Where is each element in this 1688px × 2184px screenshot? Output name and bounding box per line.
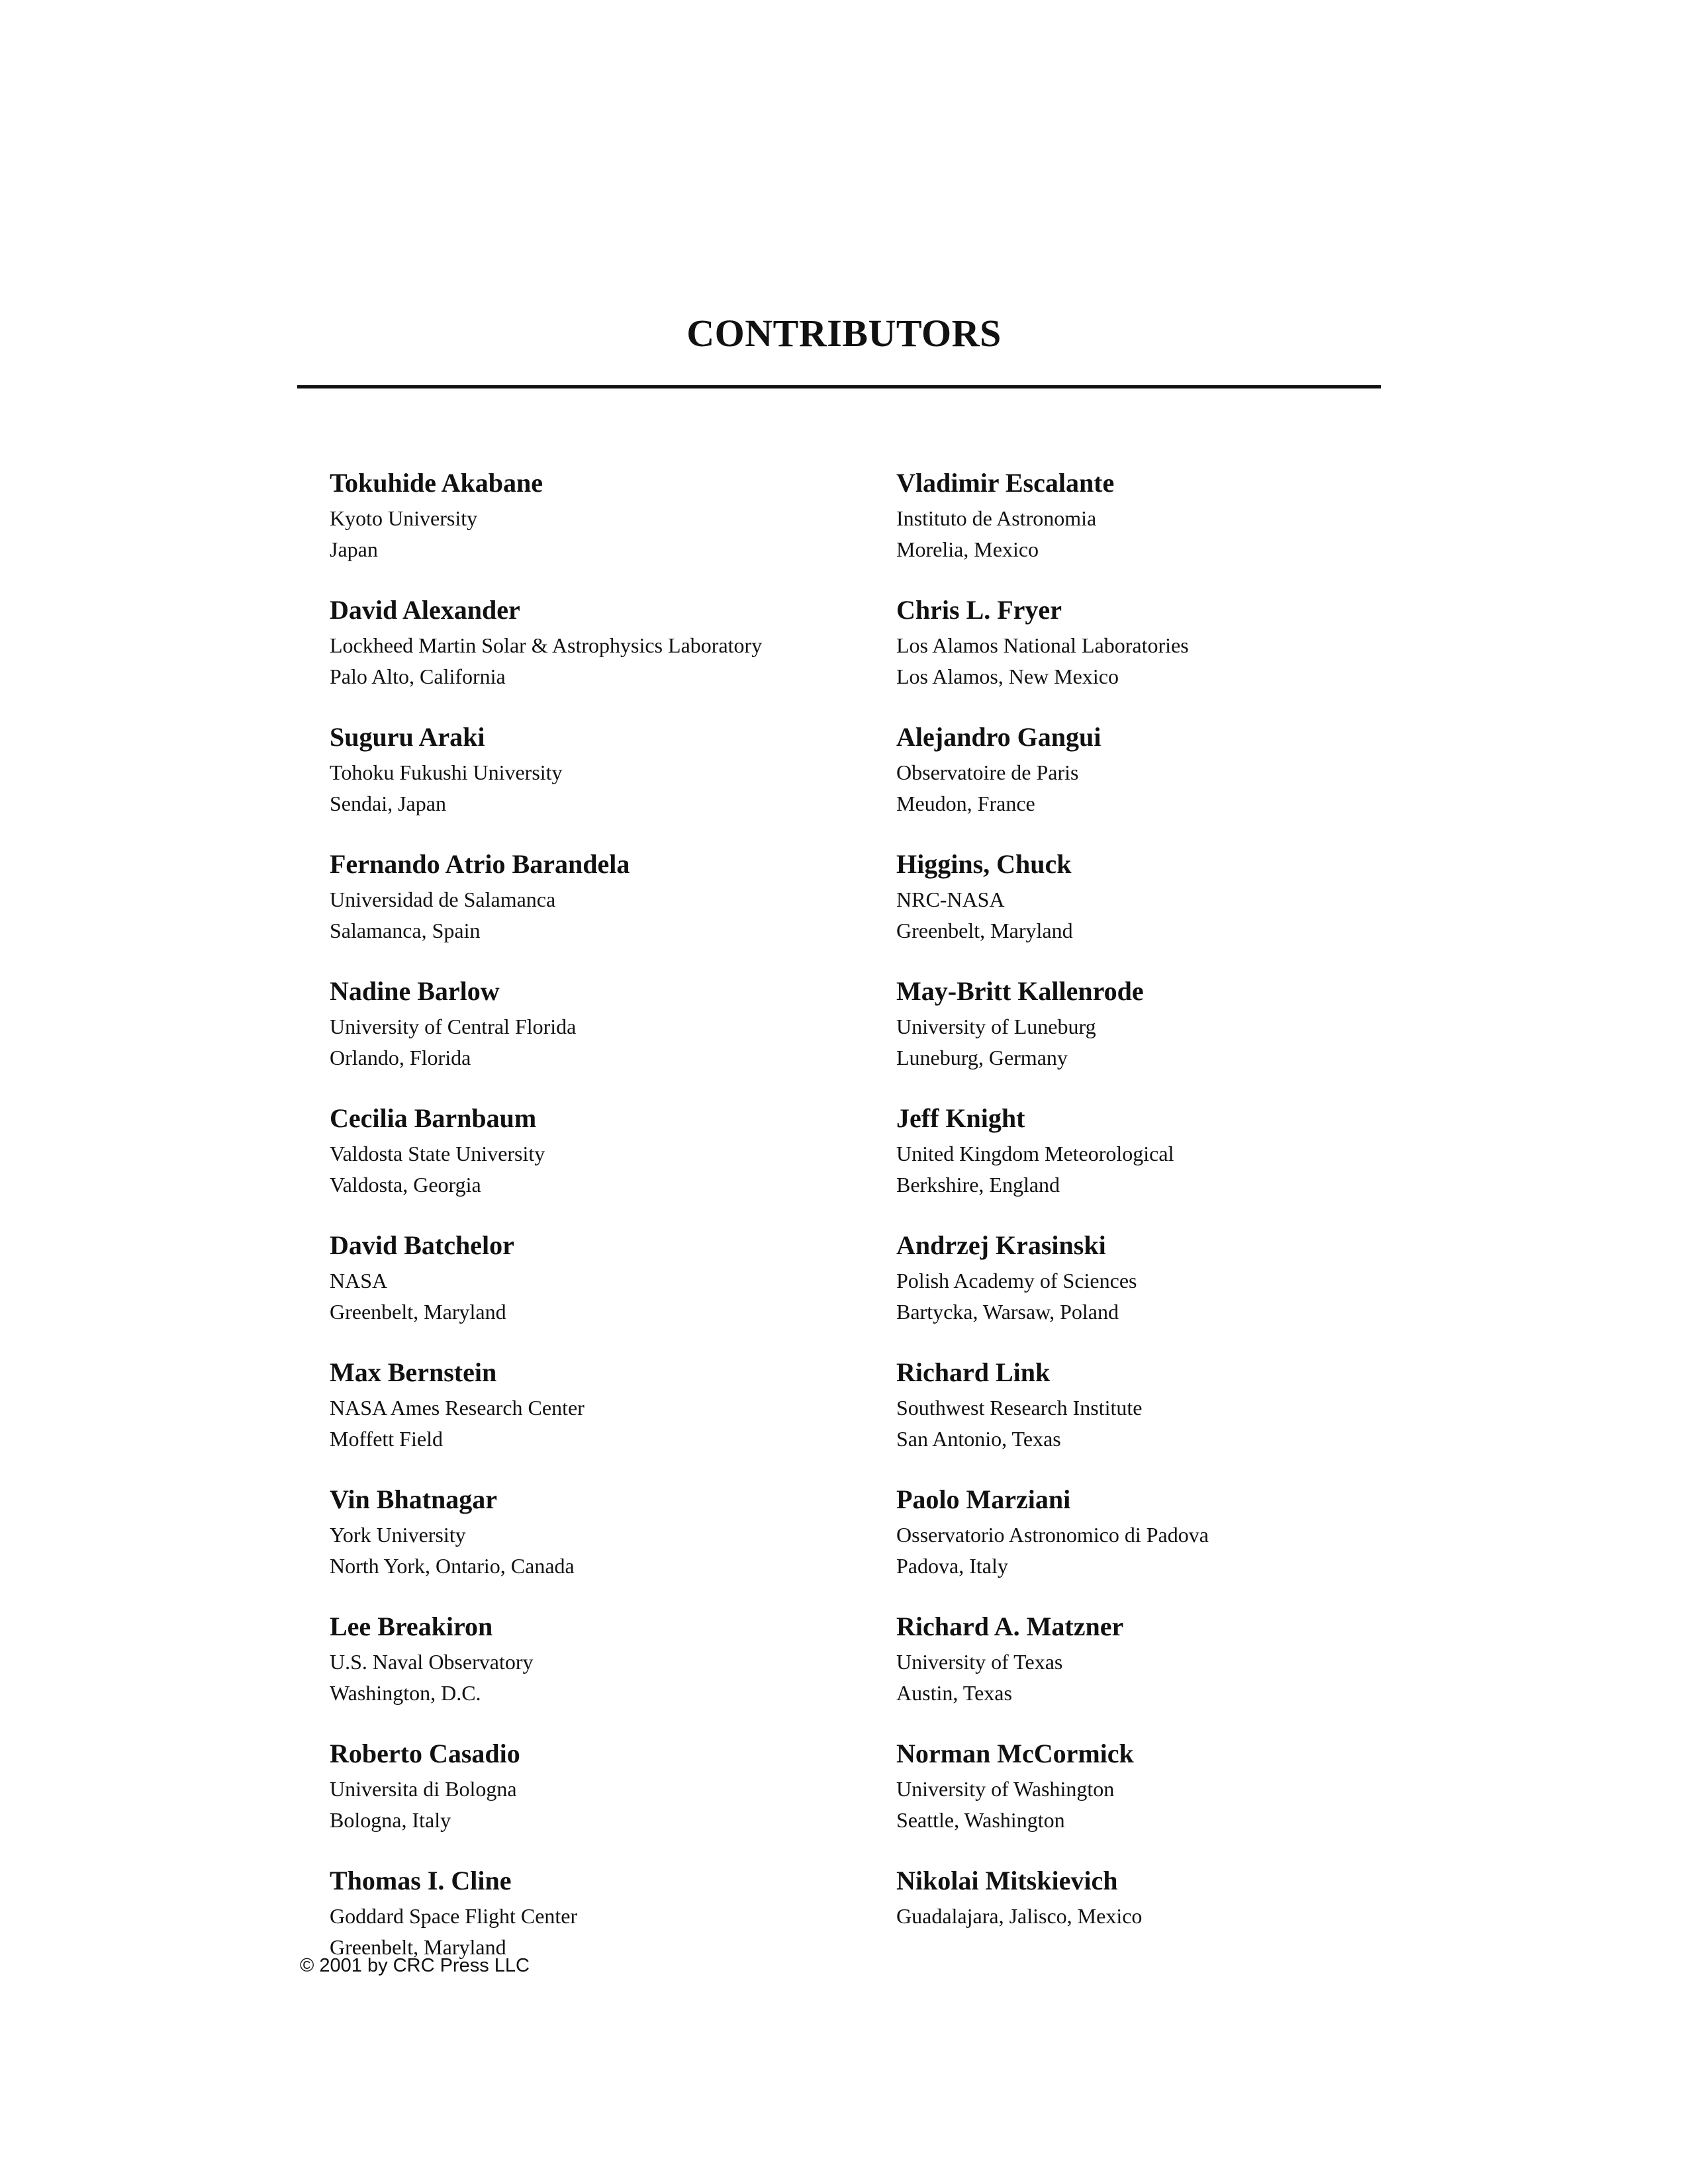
contributor-name: Fernando Atrio Barandela	[330, 849, 630, 879]
contributor-name: Vin Bhatnagar	[330, 1484, 498, 1514]
contributor-entry	[330, 976, 859, 1103]
contributor-institution: Polish Academy of Sciences	[896, 1269, 1137, 1293]
contributor-name: Thomas I. Cline	[330, 1866, 512, 1895]
contributor-institution: Goddard Space Flight Center	[330, 1904, 578, 1928]
contributor-entry	[330, 1103, 859, 1230]
contributor-name: Higgins, Chuck	[896, 849, 1072, 879]
copyright-footer: © 2001 by CRC Press LLC	[300, 1955, 530, 1976]
contributor-name: Jeff Knight	[896, 1103, 1025, 1133]
contributor-institution: Valdosta State University	[330, 1142, 545, 1165]
contributor-location: Berkshire, England	[896, 1173, 1060, 1197]
contributor-name: Richard A. Matzner	[896, 1612, 1124, 1641]
contributor-institution: Kyoto University	[330, 506, 478, 530]
contributor-entry	[896, 1357, 1426, 1484]
contributor-entry	[330, 1738, 859, 1865]
contributor-institution: U.S. Naval Observatory	[330, 1650, 534, 1674]
contributor-entry	[330, 1357, 859, 1484]
contributor-location: Meudon, France	[896, 792, 1035, 815]
contributor-institution: York University	[330, 1523, 466, 1547]
contributor-entry	[896, 594, 1426, 721]
title-divider	[297, 385, 1381, 388]
contributor-entry	[330, 848, 859, 976]
contributor-name: Andrzej Krasinski	[896, 1230, 1106, 1260]
contributor-institution: Universidad de Salamanca	[330, 887, 556, 911]
contributor-entry	[330, 467, 859, 594]
contributor-location: Seattle, Washington	[896, 1808, 1065, 1832]
contributor-name: Vladimir Escalante	[896, 468, 1115, 498]
contributor-institution: Universita di Bologna	[330, 1777, 517, 1801]
contributor-location: Los Alamos, New Mexico	[896, 664, 1119, 688]
contributor-institution: University of Luneburg	[896, 1015, 1096, 1038]
contributor-name: Lee Breakiron	[330, 1612, 493, 1641]
contributor-location: Luneburg, Germany	[896, 1046, 1068, 1069]
contributor-name: Cecilia Barnbaum	[330, 1103, 537, 1133]
contributor-name: Suguru Araki	[330, 722, 485, 752]
contributor-name: Nikolai Mitskievich	[896, 1866, 1118, 1895]
contributor-entry	[896, 848, 1426, 976]
contributor-institution: Tohoku Fukushi University	[330, 760, 563, 784]
contributor-location: Salamanca, Spain	[330, 919, 481, 942]
contributor-institution: NRC-NASA	[896, 887, 1005, 911]
contributor-institution: Osservatorio Astronomico di Padova	[896, 1523, 1209, 1547]
contributor-entry	[330, 594, 859, 721]
contributor-location: San Antonio, Texas	[896, 1427, 1061, 1451]
contributor-location: Bologna, Italy	[330, 1808, 451, 1832]
contributor-name: David Alexander	[330, 595, 520, 625]
contributor-entry	[896, 1865, 1426, 1992]
contributor-institution: NASA Ames Research Center	[330, 1396, 585, 1420]
contributor-location: North York, Ontario, Canada	[330, 1554, 575, 1578]
contributor-institution: Los Alamos National Laboratories	[896, 633, 1189, 657]
contributor-institution: University of Central Florida	[330, 1015, 577, 1038]
contributor-location: Guadalajara, Jalisco, Mexico	[896, 1904, 1143, 1928]
contributor-institution: NASA	[330, 1269, 388, 1293]
contributor-name: Chris L. Fryer	[896, 595, 1062, 625]
contributor-name: Max Bernstein	[330, 1357, 497, 1387]
contributor-entry	[330, 721, 859, 848]
contributor-entry	[896, 467, 1426, 594]
contributor-location: Greenbelt, Maryland	[330, 1935, 506, 1959]
contributor-name: David Batchelor	[330, 1230, 514, 1260]
contributor-entry	[896, 1484, 1426, 1611]
contributor-entry	[896, 1738, 1426, 1865]
contributor-institution: Observatoire de Paris	[896, 760, 1079, 784]
contributor-location: Sendai, Japan	[330, 792, 446, 815]
contributor-entry	[330, 1611, 859, 1738]
contributor-entry	[330, 1484, 859, 1611]
contributor-institution: Instituto de Astronomia	[896, 506, 1097, 530]
contributor-name: May-Britt Kallenrode	[896, 976, 1144, 1006]
contributor-location: Greenbelt, Maryland	[896, 919, 1073, 942]
contributor-institution: University of Texas	[896, 1650, 1063, 1674]
contributors-right-column	[896, 467, 1426, 1992]
contributor-name: Nadine Barlow	[330, 976, 500, 1006]
contributor-entry	[896, 1611, 1426, 1738]
contributor-location: Japan	[330, 537, 378, 561]
contributor-institution: Lockheed Martin Solar & Astrophysics Laboratory	[330, 633, 763, 657]
contributor-entry	[896, 976, 1426, 1103]
contributor-name: Paolo Marziani	[896, 1484, 1071, 1514]
contributor-entry	[896, 721, 1426, 848]
contributor-location: Austin, Texas	[896, 1681, 1012, 1705]
contributor-location: Orlando, Florida	[330, 1046, 471, 1069]
contributor-name: Alejandro Gangui	[896, 722, 1102, 752]
contributor-location: Moffett Field	[330, 1427, 443, 1451]
contributor-institution: Southwest Research Institute	[896, 1396, 1143, 1420]
contributor-location: Valdosta, Georgia	[330, 1173, 481, 1197]
contributor-location: Bartycka, Warsaw, Poland	[896, 1300, 1119, 1324]
contributor-entry	[896, 1230, 1426, 1357]
contributor-location: Morelia, Mexico	[896, 537, 1039, 561]
contributor-location: Greenbelt, Maryland	[330, 1300, 506, 1324]
contributor-location: Washington, D.C.	[330, 1681, 481, 1705]
contributor-location: Palo Alto, California	[330, 664, 506, 688]
contributor-institution: United Kingdom Meteorological	[896, 1142, 1174, 1165]
contributor-entry	[896, 1103, 1426, 1230]
contributor-name: Norman McCormick	[896, 1739, 1134, 1768]
contributor-name: Roberto Casadio	[330, 1739, 520, 1768]
contributor-name: Richard Link	[896, 1357, 1051, 1387]
contributor-name: Tokuhide Akabane	[330, 468, 543, 498]
contributor-location: Padova, Italy	[896, 1554, 1008, 1578]
contributor-entry	[330, 1230, 859, 1357]
contributor-institution: University of Washington	[896, 1777, 1115, 1801]
contributors-left-column	[330, 467, 859, 1992]
page-title: CONTRIBUTORS	[686, 312, 1002, 355]
